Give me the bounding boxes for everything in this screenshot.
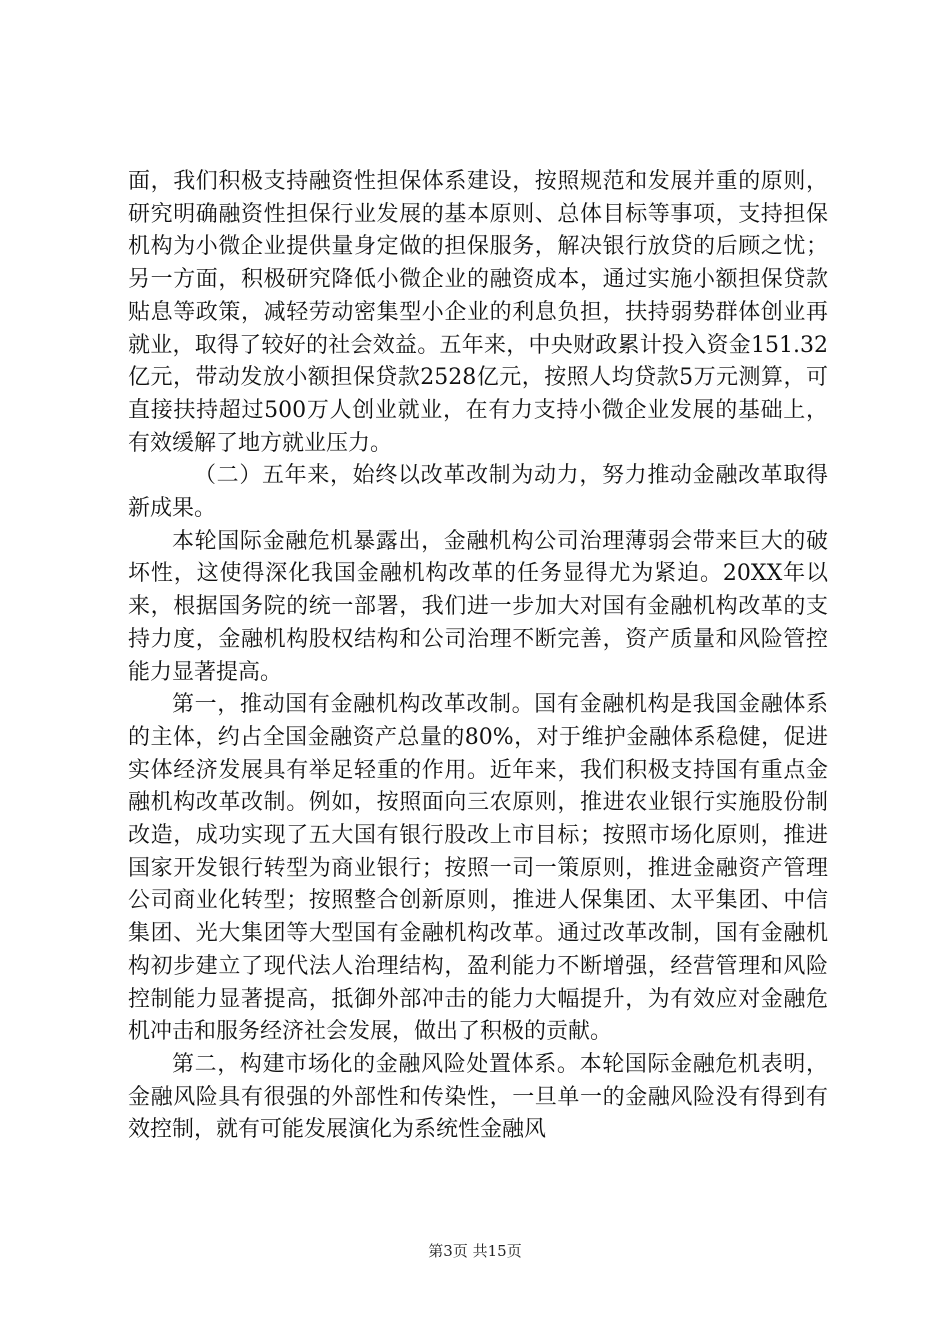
paragraph: 第二，构建市场化的金融风险处置体系。本轮国际金融危机表明，金融风险具有很强的外部性和传染性，一旦单一的金融风险没有得到有效控制，就有可能发展演化为系统性金融风 bbox=[128, 1051, 828, 1143]
paragraph-continuation: 面，我们积极支持融资性担保体系建设，按照规范和发展并重的原则，研究明确融资性担保行业发展的基本原则、总体目标等事项，支持担保机构为小微企业提供量身定做的担保服务，解决银行放贷的后顾之忧；另一方面，积极研究降低小微企业的融资成本，通过实施小额担保贷款贴息等政策，减轻劳动密集型小企业的利息负担，扶持弱势群体创业再就业，取得了较好的社会效益。五年来，中央财政累计投入资金151.32亿元，带动发放小额担保贷款2528亿元，按照人均贷款5万元测算，可直接扶持超过500万人创业就业，在有力支持小微企业发展的基础上，有效缓解了地方就业压力。 bbox=[128, 169, 828, 456]
document-body bbox=[128, 166, 828, 1147]
page-number-footer: 第3页 共15页 bbox=[428, 1242, 522, 1260]
paragraph: 本轮国际金融危机暴露出，金融机构公司治理薄弱会带来巨大的破坏性，这使得深化我国金融机构改革的任务显得尤为紧迫。20XX年以来，根据国务院的统一部署，我们进一步加大对国有金融机构改革的支持力度，金融机构股权结构和公司治理不断完善，资产质量和风险管控能力显著提高。 bbox=[128, 528, 828, 685]
section-heading: （二）五年来，始终以改革改制为动力，努力推动金融改革取得新成果。 bbox=[128, 463, 828, 522]
paragraph: 第一，推动国有金融机构改革改制。国有金融机构是我国金融体系的主体，约占全国金融资产总量的80%，对于维护金融体系稳健，促进实体经济发展具有举足轻重的作用。近年来，我们积极支持国有重点金融机构改革改制。例如，按照面向三农原则，推进农业银行实施股份制改造，成功实现了五大国有银行股改上市目标；按照市场化原则，推进国家开发银行转型为商业银行；按照一司一策原则，推进金融资产管理公司商业化转型；按照整合创新原则，推进人保集团、太平集团、中信集团、光大集团等大型国有金融机构改革。通过改革改制，国有金融机构初步建立了现代法人治理结构，盈利能力不断增强，经营管理和风险控制能力显著提高，抵御外部冲击的能力大幅提升，为有效应对金融危机冲击和服务经济社会发展，做出了积极的贡献。 bbox=[128, 692, 828, 1045]
